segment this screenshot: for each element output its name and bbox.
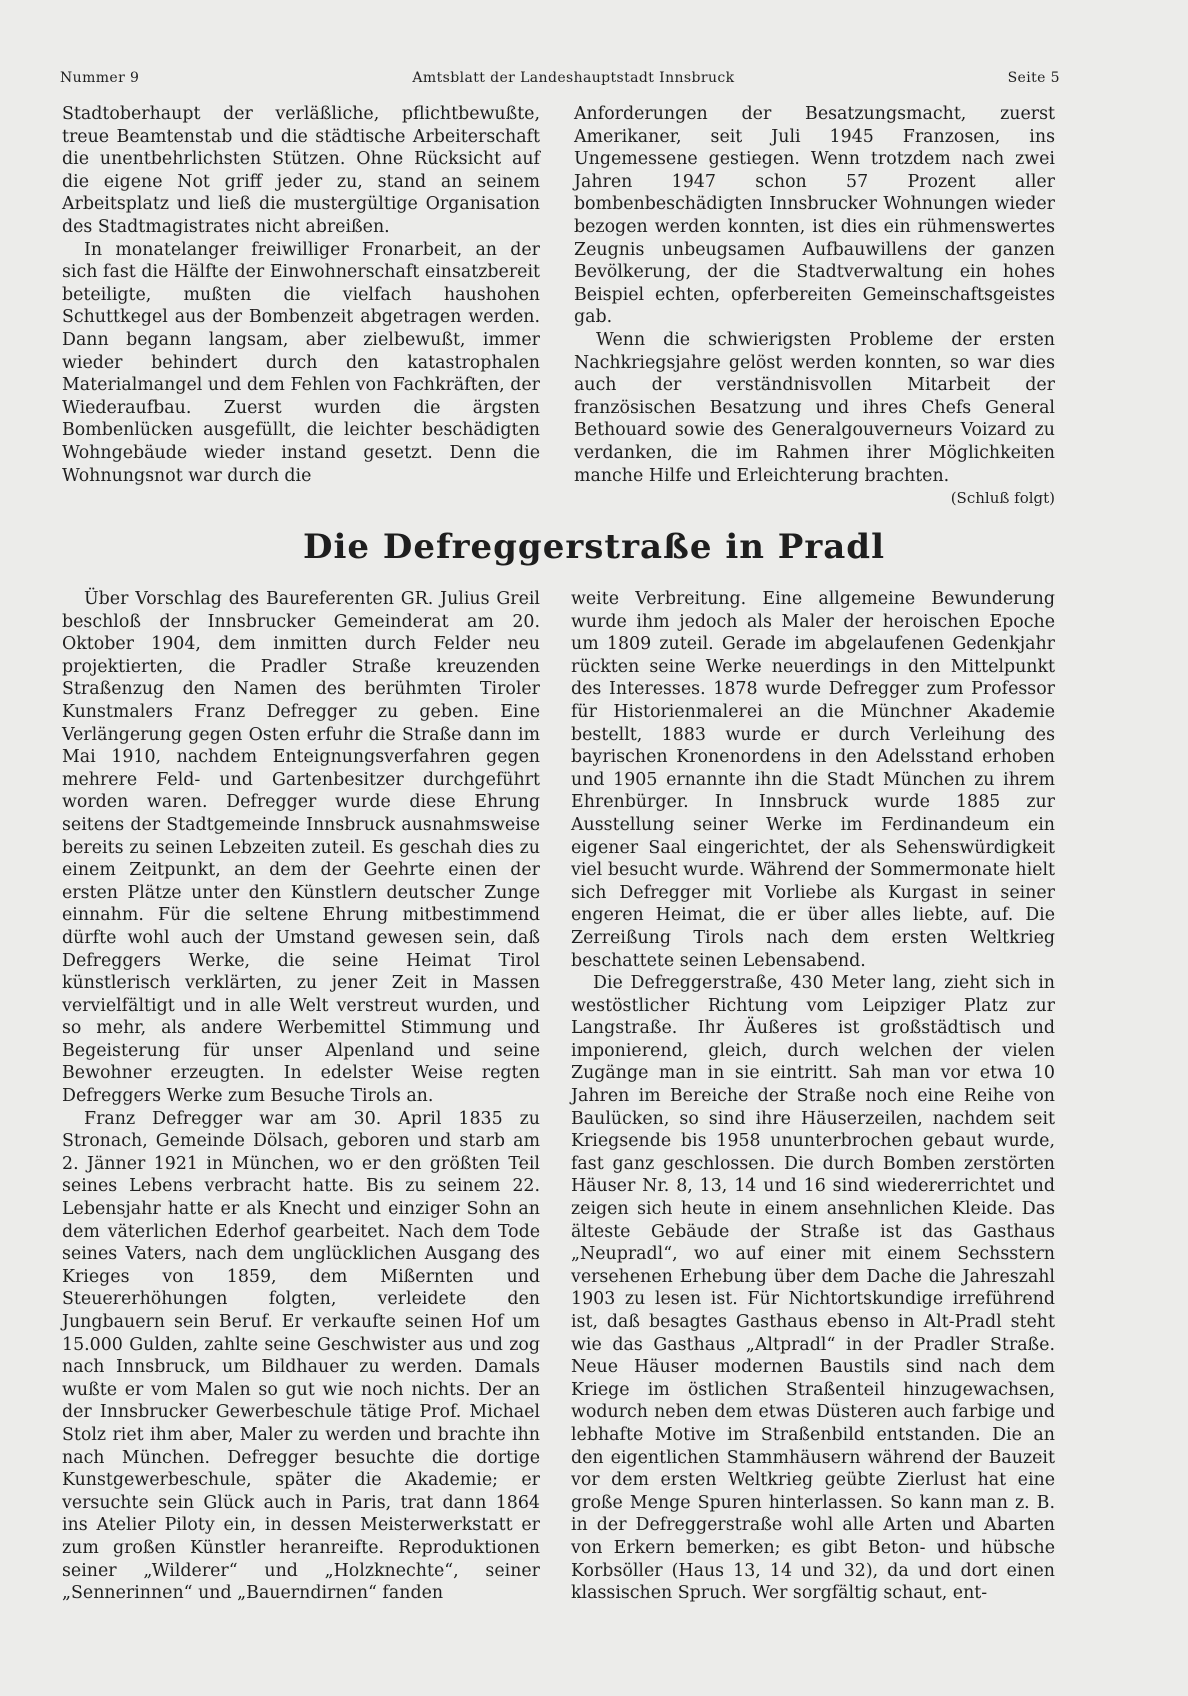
page-number: Seite 5 bbox=[1007, 70, 1060, 86]
paragraph-text: Wenn die schwierigsten Probleme der ersten Nachkriegsjahre gelöst werden konnten, so war dies auch der verständnisvollen Mitarbeit der französischen Besatzung und ihres Chefs General Bethouard sowie des Generalgouverneurs Voizard zu verdanken, die im Rahmen ihrer Möglichkeiten manche Hilfe und Erleichterung brachten. bbox=[574, 329, 1055, 486]
paragraph bbox=[574, 329, 1055, 508]
paragraph: Über Vorschlag des Baureferenten GR. Julius Greil beschloß der Innsbrucker Gemeinderat am 20. Oktober 1904, dem inmitten durch Felder neu projektierten, die Pradler Straße kreuzenden Straßenzug den Namen des berühmten Tiroler Kunstmalers Franz Defregger zu geben. Eine Verlängerung gegen Osten erfuhr die Straße dann im Mai 1910, nachdem Enteignungsverfahren gegen mehrere Feld- und Gartenbesitzer durchgeführt worden waren. Defregger wurde diese Ehrung seitens der Stadtgemeinde Innsbruck ausnahmsweise bereits zu seinen Lebzeiten zuteil. Es geschah dies zu einem Zeitpunkt, an dem der Geehrte einen der ersten Plätze unter den Künstlern deutscher Zunge einnahm. Für die seltene Ehrung mitbestimmend dürfte wohl auch der Umstand gewesen sein, daß Defreggers Werke, die seine Heimat Tirol künstlerisch verklärten, zu jener Zeit in Massen vervielfältigt und in alle Welt verstreut wurden, und so mehr, als andere Werbemittel Stimmung und Begeisterung für unser Alpenland und seine Bewohner erzeugten. In edelster Weise regten Defreggers Werke zum Besuche Tirols an. bbox=[62, 589, 540, 1107]
paragraph: Franz Defregger war am 30. April 1835 zu Stronach, Gemeinde Dölsach, geboren und starb am 2. Jänner 1921 in München, wo er den größten Teil seines Lebens verbracht hatte. Bis zu seinem 22. Lebensjahr hatte er als Knecht und einziger Sohn an dem väterlichen Ederhof gearbeitet. Nach dem Tode seines Vaters, nach dem unglücklichen Ausgang des Krieges von 1859, dem Mißernten und Steuererhöhungen folgten, verleidete den Jungbauern sein Beruf. Er verkaufte seinen Hof um 15.000 Gulden, zahlte seine Geschwister aus und zog nach Innsbruck, um Bildhauer zu werden. Damals wußte er vom Malen so gut wie noch nichts. Der an der Innsbrucker Gewerbeschule tätige Prof. Michael Stolz riet ihm aber, Maler zu werden und brachte ihn nach München. Defregger besuchte die dortige Kunstgewerbeschule, später die Akademie; er versuchte sein Glück auch in Paris, trat dann 1864 ins Atelier Piloty ein, in dessen Meisterwerkstatt er zum großen Künstler heranreifte. Reproduktionen seiner „Wilderer“ und „Holzknechte“, seiner „Sennerinnen“ und „Bauerndirnen“ fanden bbox=[62, 1108, 540, 1604]
publication-title: Amtsblatt der Landeshauptstadt Innsbruck bbox=[412, 70, 735, 86]
paragraph: In monatelanger freiwilliger Fronarbeit, an der sich fast die Hälfte der Einwohnerschaft einsatzbereit beteiligte, mußten die vielfach haushohen Schuttkegel aus der Bombenzeit abgetragen werden. Dann begann langsam, aber zielbewußt, immer wieder behindert durch den katastrophalen Materialmangel und dem Fehlen von Fachkräften, der Wiederaufbau. Zuerst wurden die ärgsten Bombenlücken ausgefüllt, die leichter beschädigten Wohngebäude wieder instand gesetzt. Denn die Wohnungsnot war durch die bbox=[62, 239, 540, 486]
paragraph: Die Defreggerstraße, 430 Meter lang, zieht sich in westöstlicher Richtung vom Leipziger Platz zur Langstraße. Ihr Äußeres ist großstädtisch und imponierend, gleich, durch welchen der vielen Zugänge man in sie eintritt. Sah man vor etwa 10 Jahren im Bereiche der Straße noch eine Reihe von Baulücken, so sind ihre Häuserzeilen, nachdem seit Kriegsende bis 1958 ununterbrochen gebaut wurde, fast ganz geschlossen. Die durch Bomben zerstörten Häuser Nr. 8, 13, 14 und 16 sind wiedererrichtet und zeigen sich heute in einem ansehnlichen Kleide. Das älteste Gebäude der Straße ist das Gasthaus „Neupradl“, wo auf einer mit einem Sechsstern versehenen Erhebung über dem Dache die Jahreszahl 1903 zu lesen ist. Für Nichtortskundige irreführend ist, daß besagtes Gasthaus ebenso in Alt-Pradl steht wie das Gasthaus „Altpradl“ in der Pradler Straße. Neue Häuser modernen Baustils sind nach dem Kriege im östlichen Straßenteil hinzugewachsen, wodurch neben dem etwas Düsteren auch farbige und lebhafte Motive im Straßenbild entstanden. Die an den eigentlichen Stammhäusern während der Bauzeit vor dem ersten Weltkrieg geübte Zierlust hat eine große Menge Spuren hinterlassen. So kann man z. B. in der Defreggerstraße wohl alle Arten und Abarten von Erkern bemerken; es gibt Beton- und hübsche Korbsöller (Haus 13, 14 und 32), da und dort einen klassischen Spruch. Wer sorgfältig schaut, ent- bbox=[571, 973, 1055, 1604]
paragraph: weite Verbreitung. Eine allgemeine Bewunderung wurde ihm jedoch als Maler der heroischen Epoche um 1809 zuteil. Gerade im abgelaufenen Gedenkjahr rückten seine Werke neuerdings in den Mittelpunkt des Interesses. 1878 wurde Defregger zum Professor für Historienmalerei an die Münchner Akademie bestellt, 1883 wurde er durch Verleihung des bayrischen Kronenordens in den Adelsstand erhoben und 1905 ernannte ihn die Stadt München zu ihrem Ehrenbürger. In Innsbruck wurde 1885 zur Ausstellung seiner Werke im Ferdinandeum ein eigener Saal eingerichtet, der als Sehenswürdigkeit viel besucht wurde. Während der Sommermonate hielt sich Defregger mit Vorliebe als Kurgast in seiner engeren Heimat, die er über alles liebte, auf. Die Zerreißung Tirols nach dem ersten Weltkrieg beschattete seinen Lebensabend. bbox=[571, 589, 1055, 971]
article-title: Die Defreggerstraße in Pradl bbox=[302, 527, 885, 567]
article-column-1 bbox=[62, 588, 540, 1605]
paragraph: Stadtoberhaupt der verläßliche, pflichtbewußte, treue Beamtenstab und die städtische Arbeiterschaft die unentbehrlichsten Stützen. Ohne Rücksicht auf die eigene Not griff jeder zu, stand an seinem Arbeitsplatz und ließ die mustergültige Organisation des Stadtmagistrates nicht abreißen. bbox=[62, 104, 540, 237]
paragraph: Anforderungen der Besatzungsmacht, zuerst Amerikaner, seit Juli 1945 Franzosen, ins Ungemessene gestiegen. Wenn trotzdem nach zwei Jahren 1947 schon 57 Prozent aller bombenbeschädigten Innsbrucker Wohnungen wieder bezogen werden konnten, ist dies ein rühmenswertes Zeugnis unbeugsamen Aufbauwillens der ganzen Bevölkerung, der die Stadtverwaltung ein hohes Beispiel echten, opferbereiten Gemeinschaftsgeistes gab. bbox=[574, 104, 1055, 328]
previous-article-column-1 bbox=[62, 103, 540, 487]
previous-article-column-2 bbox=[574, 103, 1055, 510]
continuation-note: (Schluß folgt) bbox=[950, 489, 1055, 508]
page-header bbox=[60, 66, 1060, 90]
issue-number: Nummer 9 bbox=[60, 70, 140, 86]
article-column-2 bbox=[571, 588, 1055, 1605]
